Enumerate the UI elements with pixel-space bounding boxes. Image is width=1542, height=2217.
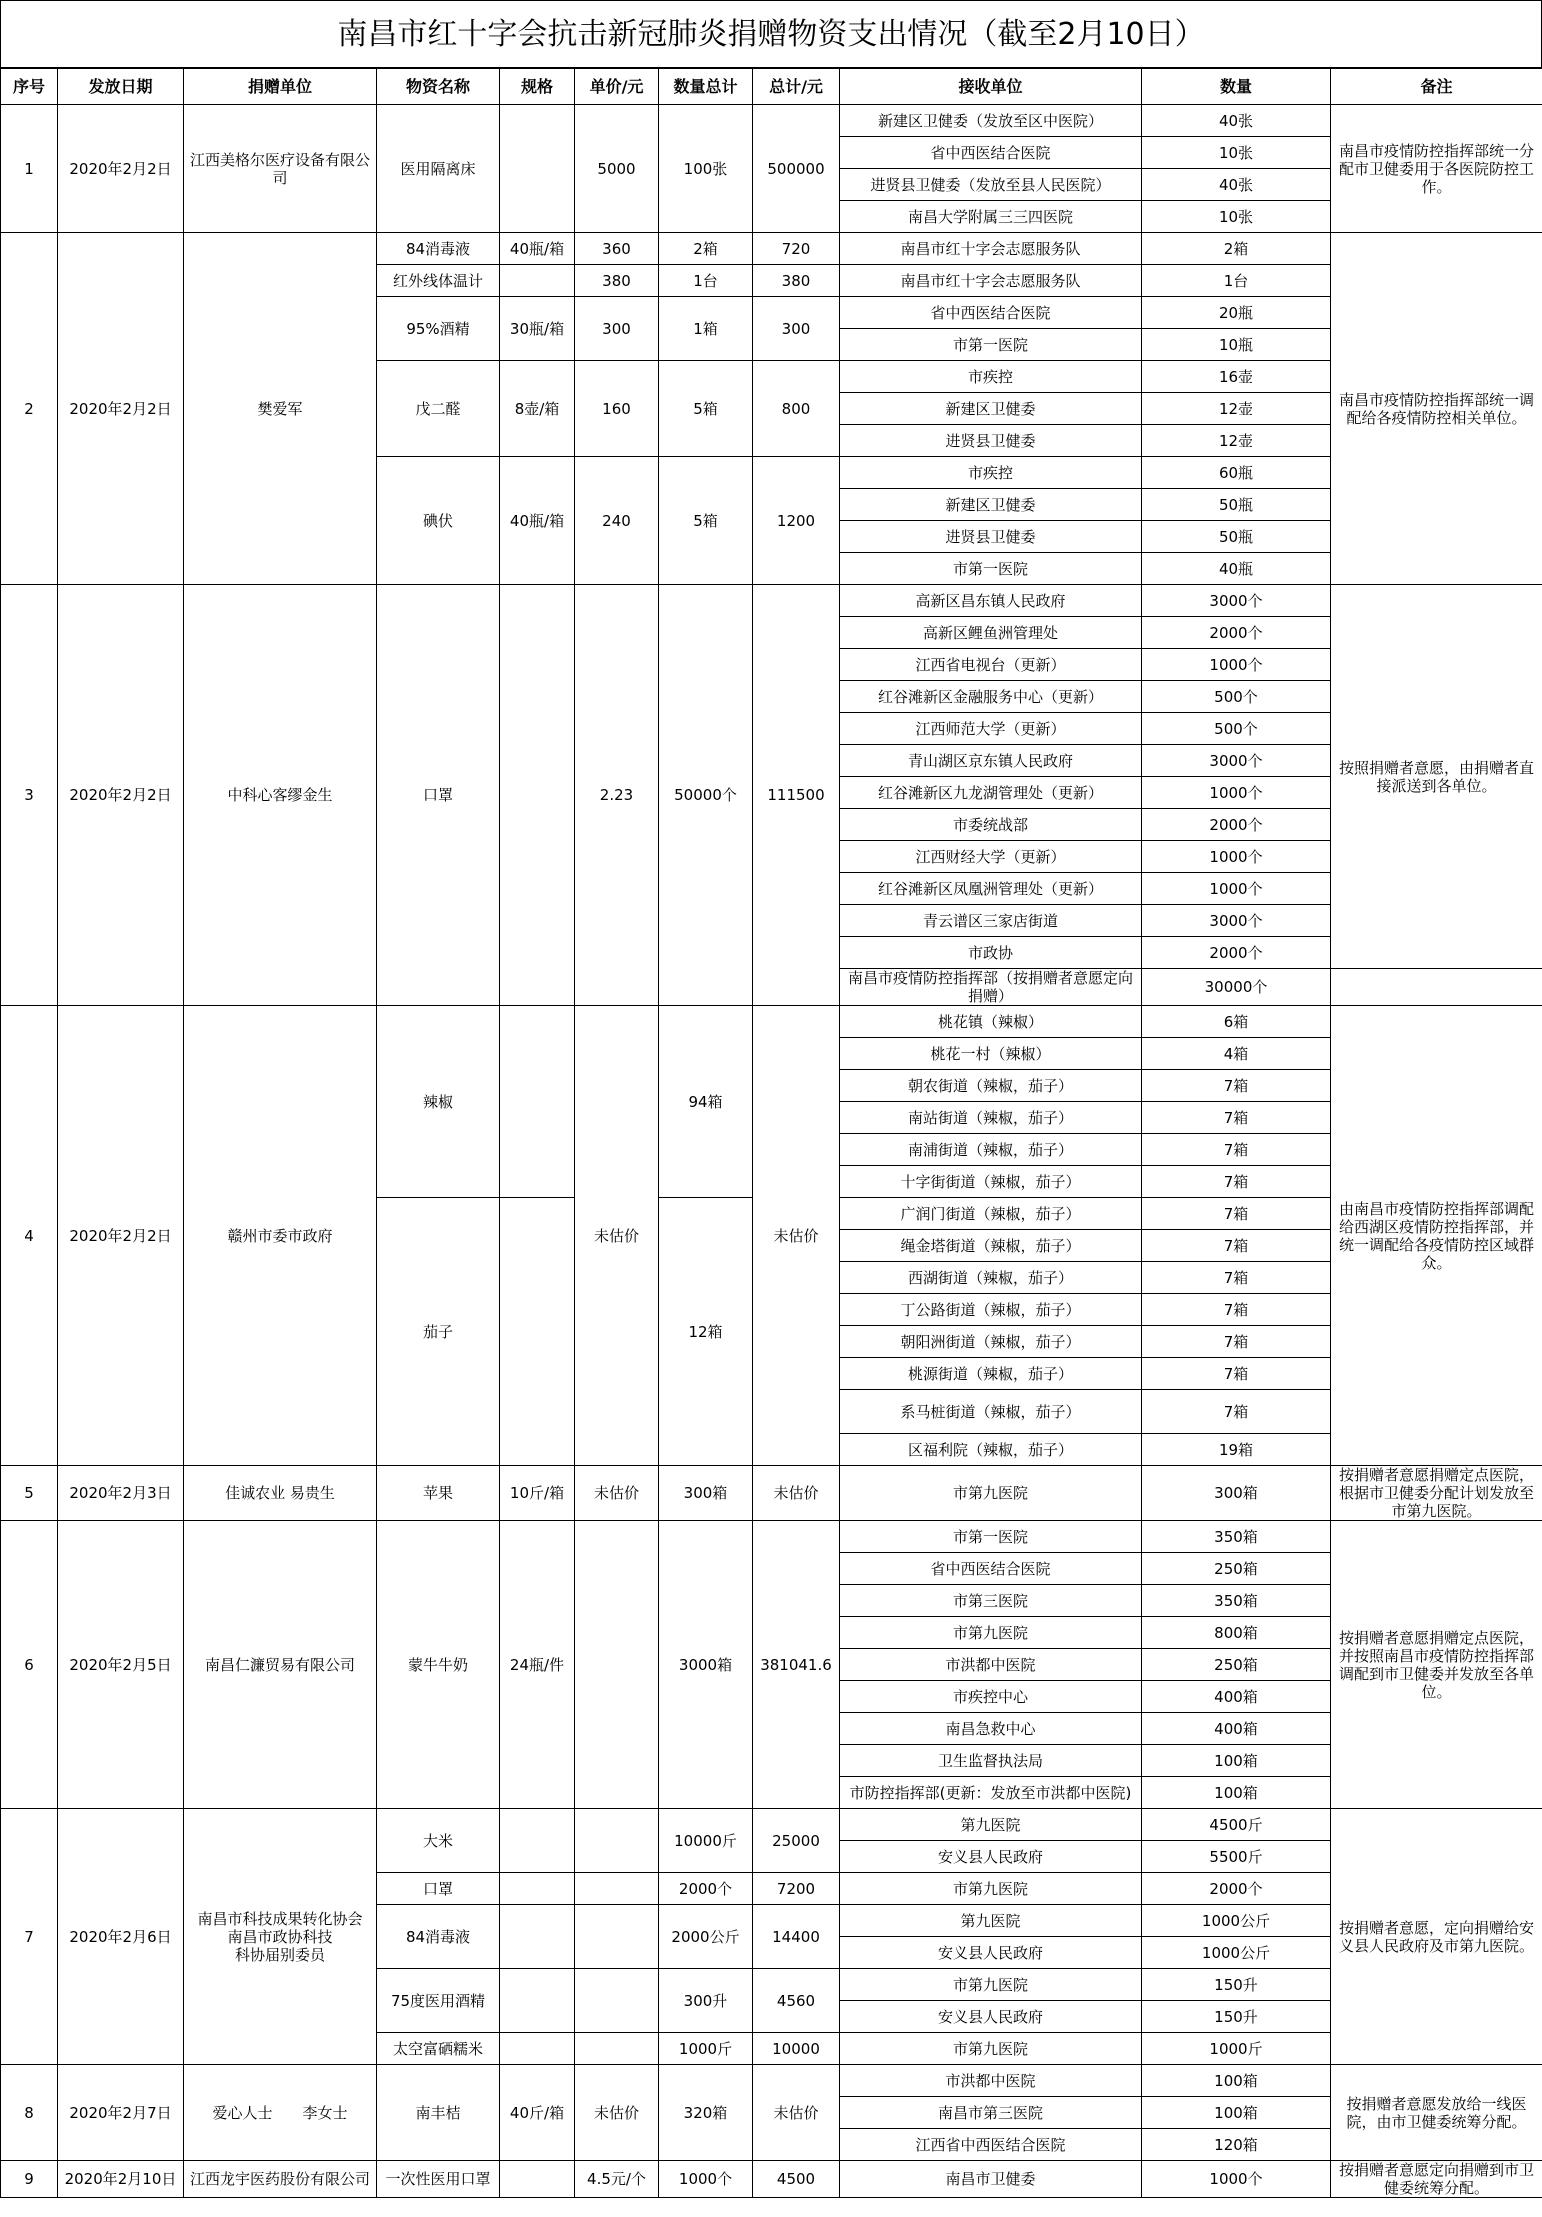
recipient-qty-cell: 60瓶 (1142, 457, 1331, 489)
recipient-cell: 绳金塔街道（辣椒，茄子） (840, 1230, 1142, 1262)
recipient-cell: 进贤县卫健委 (840, 521, 1142, 553)
qty-total-cell: 5箱 (659, 457, 753, 585)
recipient-cell: 南昌大学附属三三四医院 (840, 201, 1142, 233)
table-row (1, 105, 1542, 137)
recipient-qty-cell: 2000个 (1142, 809, 1331, 841)
recipient-qty-cell: 250箱 (1142, 1553, 1331, 1585)
header-cell: 总计/元 (753, 69, 840, 105)
unit-price-cell (575, 1969, 659, 2033)
spec-cell: 40瓶/箱 (500, 233, 575, 265)
recipient-cell: 红谷滩新区凤凰洲管理处（更新） (840, 873, 1142, 905)
recipient-qty-cell: 400箱 (1142, 1681, 1331, 1713)
recipient-qty-cell: 150升 (1142, 1969, 1331, 2001)
qty-total-cell: 300箱 (659, 1466, 753, 1521)
amount-total-cell: 10000 (753, 2033, 840, 2065)
recipient-cell: 市第一医院 (840, 1521, 1142, 1553)
recipient-cell: 市政协 (840, 937, 1142, 969)
qty-total-cell: 50000个 (659, 585, 753, 1006)
unit-price-cell: 2.23 (575, 585, 659, 1006)
item-name-cell: 辣椒 (377, 1006, 500, 1198)
recipient-cell: 青山湖区京东镇人民政府 (840, 745, 1142, 777)
note-cell: 按捐赠者意愿，定向捐赠给安义县人民政府及市第九医院。 (1331, 1809, 1542, 2065)
qty-total-cell: 2箱 (659, 233, 753, 265)
recipient-cell: 市第九医院 (840, 1873, 1142, 1905)
donor-cell: 南昌市科技成果转化协会 南昌市政协科技 科协届别委员 (184, 1809, 377, 2065)
recipient-cell: 安义县人民政府 (840, 1841, 1142, 1873)
recipient-cell: 市防控指挥部(更新：发放至市洪都中医院) (840, 1777, 1142, 1809)
item-name-cell: 茄子 (377, 1198, 500, 1466)
recipient-cell: 江西财经大学（更新） (840, 841, 1142, 873)
amount-total-cell: 4560 (753, 1969, 840, 2033)
note-cell: 按照捐赠者意愿，由捐赠者直接派送到各单位。 (1331, 585, 1542, 969)
qty-total-cell: 1000斤 (659, 2033, 753, 2065)
table-row (1, 1466, 1542, 1521)
recipient-cell: 十字街街道（辣椒，茄子） (840, 1166, 1142, 1198)
amount-total-cell: 800 (753, 361, 840, 457)
recipient-cell: 朝阳洲街道（辣椒，茄子） (840, 1326, 1142, 1358)
unit-price-cell (575, 1873, 659, 1905)
recipient-qty-cell: 2000个 (1142, 1873, 1331, 1905)
spec-cell (500, 1873, 575, 1905)
spec-cell (500, 1006, 575, 1198)
amount-total-cell: 381041.6 (753, 1521, 840, 1809)
table-body (1, 105, 1542, 2198)
recipient-qty-cell: 100箱 (1142, 2065, 1331, 2097)
recipient-cell: 市第九医院 (840, 1466, 1142, 1521)
recipient-qty-cell: 7箱 (1142, 1262, 1331, 1294)
amount-total-cell: 720 (753, 233, 840, 265)
recipient-qty-cell: 3000个 (1142, 905, 1331, 937)
recipient-qty-cell: 100箱 (1142, 2097, 1331, 2129)
amount-total-cell: 未估价 (753, 1466, 840, 1521)
spec-cell (500, 2161, 575, 2198)
recipient-qty-cell: 19箱 (1142, 1434, 1331, 1466)
spec-cell (500, 105, 575, 233)
header-cell: 规格 (500, 69, 575, 105)
recipient-qty-cell: 7箱 (1142, 1326, 1331, 1358)
recipient-cell: 省中西医结合医院 (840, 1553, 1142, 1585)
item-name-cell: 蒙牛牛奶 (377, 1521, 500, 1809)
recipient-qty-cell: 10张 (1142, 137, 1331, 169)
row-number-cell: 2 (1, 233, 58, 585)
unit-price-cell: 4.5元/个 (575, 2161, 659, 2198)
recipient-qty-cell: 6箱 (1142, 1006, 1331, 1038)
recipient-qty-cell: 7箱 (1142, 1070, 1331, 1102)
unit-price-cell (575, 1809, 659, 1873)
table-row (1, 585, 1542, 617)
amount-total-cell: 14400 (753, 1905, 840, 1969)
donor-cell: 江西美格尔医疗设备有限公司 (184, 105, 377, 233)
recipient-cell: 西湖街道（辣椒，茄子） (840, 1262, 1142, 1294)
unit-price-cell: 360 (575, 233, 659, 265)
header-cell: 数量 (1142, 69, 1331, 105)
unit-price-cell: 未估价 (575, 2065, 659, 2161)
table-row (1, 2065, 1542, 2097)
amount-total-cell: 300 (753, 297, 840, 361)
recipient-cell: 广润门街道（辣椒，茄子） (840, 1198, 1142, 1230)
qty-total-cell: 1箱 (659, 297, 753, 361)
date-cell: 2020年2月2日 (58, 105, 184, 233)
row-number-cell: 8 (1, 2065, 58, 2161)
recipient-cell: 市疾控 (840, 361, 1142, 393)
recipient-cell: 南昌急救中心 (840, 1713, 1142, 1745)
recipient-qty-cell: 7箱 (1142, 1166, 1331, 1198)
header-cell: 捐赠单位 (184, 69, 377, 105)
item-name-cell: 一次性医用口罩 (377, 2161, 500, 2198)
recipient-cell: 南昌市第三医院 (840, 2097, 1142, 2129)
recipient-qty-cell: 7箱 (1142, 1390, 1331, 1434)
recipient-qty-cell: 2000个 (1142, 617, 1331, 649)
recipient-cell: 区福利院（辣椒，茄子） (840, 1434, 1142, 1466)
qty-total-cell: 1台 (659, 265, 753, 297)
header-cell: 接收单位 (840, 69, 1142, 105)
row-number-cell: 5 (1, 1466, 58, 1521)
recipient-cell: 省中西医结合医院 (840, 297, 1142, 329)
recipient-qty-cell: 50瓶 (1142, 521, 1331, 553)
table-row (1, 1006, 1542, 1038)
recipient-qty-cell: 1000个 (1142, 777, 1331, 809)
item-name-cell: 南丰桔 (377, 2065, 500, 2161)
item-name-cell: 75度医用酒精 (377, 1969, 500, 2033)
header-row (1, 69, 1542, 105)
recipient-cell: 新建区卫健委 (840, 489, 1142, 521)
amount-total-cell: 25000 (753, 1809, 840, 1873)
unit-price-cell: 240 (575, 457, 659, 585)
note-cell: 南昌市疫情防控指挥部统一调配给各疫情防控相关单位。 (1331, 233, 1542, 585)
recipient-cell: 青云谱区三家店街道 (840, 905, 1142, 937)
item-name-cell: 大米 (377, 1809, 500, 1873)
recipient-cell: 卫生监督执法局 (840, 1745, 1142, 1777)
recipient-qty-cell: 1000个 (1142, 841, 1331, 873)
qty-total-cell: 3000箱 (659, 1521, 753, 1809)
recipient-qty-cell: 350箱 (1142, 1521, 1331, 1553)
spec-cell: 40斤/箱 (500, 2065, 575, 2161)
recipient-qty-cell: 7箱 (1142, 1102, 1331, 1134)
recipient-qty-cell: 7箱 (1142, 1230, 1331, 1262)
header-cell: 序号 (1, 69, 58, 105)
recipient-cell: 市第一医院 (840, 329, 1142, 361)
qty-total-cell: 10000斤 (659, 1809, 753, 1873)
unit-price-cell (575, 1905, 659, 1969)
recipient-qty-cell: 40张 (1142, 169, 1331, 201)
recipient-qty-cell: 7箱 (1142, 1358, 1331, 1390)
recipient-cell: 第九医院 (840, 1809, 1142, 1841)
recipient-qty-cell: 2箱 (1142, 233, 1331, 265)
header-cell: 物资名称 (377, 69, 500, 105)
recipient-qty-cell: 5500斤 (1142, 1841, 1331, 1873)
unit-price-cell: 未估价 (575, 1466, 659, 1521)
spec-cell: 8壶/箱 (500, 361, 575, 457)
item-name-cell: 84消毒液 (377, 1905, 500, 1969)
recipient-cell: 南昌市红十字会志愿服务队 (840, 233, 1142, 265)
recipient-qty-cell: 150升 (1142, 2001, 1331, 2033)
spec-cell: 30瓶/箱 (500, 297, 575, 361)
recipient-cell: 市疾控 (840, 457, 1142, 489)
date-cell: 2020年2月2日 (58, 585, 184, 1006)
row-number-cell: 4 (1, 1006, 58, 1466)
recipient-qty-cell: 100箱 (1142, 1777, 1331, 1809)
amount-total-cell: 未估价 (753, 2065, 840, 2161)
recipient-qty-cell: 12壶 (1142, 425, 1331, 457)
recipient-qty-cell: 500个 (1142, 713, 1331, 745)
qty-total-cell: 320箱 (659, 2065, 753, 2161)
recipient-qty-cell: 16壶 (1142, 361, 1331, 393)
item-name-cell: 太空富硒糯米 (377, 2033, 500, 2065)
recipient-cell: 高新区鲤鱼洲管理处 (840, 617, 1142, 649)
item-name-cell: 苹果 (377, 1466, 500, 1521)
recipient-cell: 南昌市卫健委 (840, 2161, 1142, 2198)
note-cell: 按捐赠者意愿捐赠定点医院，并按照南昌市疫情防控指挥部调配到市卫健委并发放至各单位。 (1331, 1521, 1542, 1809)
recipient-cell: 进贤县卫健委（发放至县人民医院） (840, 169, 1142, 201)
note-cell: 按捐赠者意愿发放给一线医院，由市卫健委统筹分配。 (1331, 2065, 1542, 2161)
recipient-cell: 高新区昌东镇人民政府 (840, 585, 1142, 617)
amount-total-cell: 未估价 (753, 1006, 840, 1466)
recipient-qty-cell: 30000个 (1142, 969, 1331, 1006)
unit-price-cell: 380 (575, 265, 659, 297)
date-cell: 2020年2月7日 (58, 2065, 184, 2161)
donor-cell: 爱心人士 李女士 (184, 2065, 377, 2161)
spec-cell (500, 2033, 575, 2065)
date-cell: 2020年2月6日 (58, 1809, 184, 2065)
qty-total-cell: 2000公斤 (659, 1905, 753, 1969)
donor-cell: 佳诚农业 易贵生 (184, 1466, 377, 1521)
date-cell: 2020年2月2日 (58, 233, 184, 585)
donor-cell: 南昌仁濂贸易有限公司 (184, 1521, 377, 1809)
recipient-cell: 桃源街道（辣椒，茄子） (840, 1358, 1142, 1390)
recipient-cell: 市洪都中医院 (840, 2065, 1142, 2097)
recipient-cell: 新建区卫健委 (840, 393, 1142, 425)
item-name-cell: 口罩 (377, 1873, 500, 1905)
qty-total-cell: 100张 (659, 105, 753, 233)
qty-total-cell: 94箱 (659, 1006, 753, 1198)
qty-total-cell: 5箱 (659, 361, 753, 457)
recipient-cell: 红谷滩新区金融服务中心（更新） (840, 681, 1142, 713)
spec-cell (500, 265, 575, 297)
note-cell: 由南昌市疫情防控指挥部调配给西湖区疫情防控指挥部，并统一调配给各疫情防控区域群众。 (1331, 1006, 1542, 1466)
recipient-qty-cell: 250箱 (1142, 1649, 1331, 1681)
spec-cell: 40瓶/箱 (500, 457, 575, 585)
table-row (1, 233, 1542, 265)
recipient-qty-cell: 1000个 (1142, 2161, 1331, 2198)
spec-cell (500, 1969, 575, 2033)
recipient-cell: 市洪都中医院 (840, 1649, 1142, 1681)
spec-cell: 10斤/箱 (500, 1466, 575, 1521)
row-number-cell: 3 (1, 585, 58, 1006)
unit-price-cell: 未估价 (575, 1006, 659, 1466)
recipient-cell: 江西省电视台（更新） (840, 649, 1142, 681)
note-cell: 南昌市疫情防控指挥部统一分配市卫健委用于各医院防控工作。 (1331, 105, 1542, 233)
donation-table (0, 68, 1542, 2198)
recipient-qty-cell: 4500斤 (1142, 1809, 1331, 1841)
recipient-qty-cell: 10张 (1142, 201, 1331, 233)
recipient-cell: 南昌市疫情防控指挥部（按捐赠者意愿定向捐赠） (840, 969, 1142, 1006)
amount-total-cell: 380 (753, 265, 840, 297)
header-cell: 数量总计 (659, 69, 753, 105)
table-row (1, 2161, 1542, 2198)
recipient-qty-cell: 300箱 (1142, 1466, 1331, 1521)
spec-cell (500, 585, 575, 1006)
item-name-cell: 84消毒液 (377, 233, 500, 265)
recipient-cell: 市第九医院 (840, 1969, 1142, 2001)
recipient-cell: 第九医院 (840, 1905, 1142, 1937)
spec-cell (500, 1905, 575, 1969)
recipient-cell: 新建区卫健委（发放至区中医院） (840, 105, 1142, 137)
item-name-cell: 口罩 (377, 585, 500, 1006)
recipient-cell: 市疾控中心 (840, 1681, 1142, 1713)
recipient-cell: 安义县人民政府 (840, 1937, 1142, 1969)
recipient-cell: 市第九医院 (840, 1617, 1142, 1649)
amount-total-cell: 1200 (753, 457, 840, 585)
amount-total-cell: 7200 (753, 1873, 840, 1905)
recipient-qty-cell: 40瓶 (1142, 553, 1331, 585)
row-number-cell: 1 (1, 105, 58, 233)
recipient-cell: 南站街道（辣椒，茄子） (840, 1102, 1142, 1134)
recipient-qty-cell: 1000斤 (1142, 2033, 1331, 2065)
recipient-qty-cell: 3000个 (1142, 585, 1331, 617)
donor-cell: 樊爱军 (184, 233, 377, 585)
recipient-qty-cell: 120箱 (1142, 2129, 1331, 2161)
note-cell: 按捐赠者意愿捐赠定点医院，根据市卫健委分配计划发放至市第九医院。 (1331, 1466, 1542, 1521)
spec-cell (500, 1198, 575, 1466)
page-title: 南昌市红十字会抗击新冠肺炎捐赠物资支出情况（截至2月10日） (0, 0, 1542, 68)
recipient-qty-cell: 1000个 (1142, 873, 1331, 905)
recipient-qty-cell: 1000个 (1142, 649, 1331, 681)
qty-total-cell: 300升 (659, 1969, 753, 2033)
header-cell: 发放日期 (58, 69, 184, 105)
item-name-cell: 医用隔离床 (377, 105, 500, 233)
date-cell: 2020年2月3日 (58, 1466, 184, 1521)
recipient-cell: 丁公路街道（辣椒，茄子） (840, 1294, 1142, 1326)
recipient-qty-cell: 20瓶 (1142, 297, 1331, 329)
recipient-qty-cell: 350箱 (1142, 1585, 1331, 1617)
item-name-cell: 碘伏 (377, 457, 500, 585)
row-number-cell: 9 (1, 2161, 58, 2198)
unit-price-cell (575, 2033, 659, 2065)
table-row (1, 1521, 1542, 1553)
recipient-cell: 南浦街道（辣椒，茄子） (840, 1134, 1142, 1166)
qty-total-cell: 2000个 (659, 1873, 753, 1905)
recipient-qty-cell: 50瓶 (1142, 489, 1331, 521)
recipient-qty-cell: 1台 (1142, 265, 1331, 297)
recipient-qty-cell: 4箱 (1142, 1038, 1331, 1070)
spec-cell (500, 1809, 575, 1873)
recipient-cell: 省中西医结合医院 (840, 137, 1142, 169)
recipient-cell: 南昌市红十字会志愿服务队 (840, 265, 1142, 297)
recipient-qty-cell: 800箱 (1142, 1617, 1331, 1649)
recipient-cell: 进贤县卫健委 (840, 425, 1142, 457)
unit-price-cell: 300 (575, 297, 659, 361)
recipient-cell: 系马桩街道（辣椒，茄子） (840, 1390, 1142, 1434)
recipient-cell: 红谷滩新区九龙湖管理处（更新） (840, 777, 1142, 809)
qty-total-cell: 1000个 (659, 2161, 753, 2198)
amount-total-cell: 500000 (753, 105, 840, 233)
recipient-qty-cell: 12壶 (1142, 393, 1331, 425)
recipient-cell: 江西省中西医结合医院 (840, 2129, 1142, 2161)
recipient-qty-cell: 7箱 (1142, 1198, 1331, 1230)
recipient-qty-cell: 500个 (1142, 681, 1331, 713)
recipient-qty-cell: 2000个 (1142, 937, 1331, 969)
date-cell: 2020年2月2日 (58, 1006, 184, 1466)
header-cell: 备注 (1331, 69, 1542, 105)
recipient-cell: 桃花一村（辣椒） (840, 1038, 1142, 1070)
recipient-qty-cell: 3000个 (1142, 745, 1331, 777)
note-cell (1331, 969, 1542, 1006)
unit-price-cell: 5000 (575, 105, 659, 233)
date-cell: 2020年2月10日 (58, 2161, 184, 2198)
recipient-cell: 桃花镇（辣椒） (840, 1006, 1142, 1038)
note-cell: 按捐赠者意愿定向捐赠到市卫健委统筹分配。 (1331, 2161, 1542, 2198)
row-number-cell: 7 (1, 1809, 58, 2065)
recipient-qty-cell: 7箱 (1142, 1134, 1331, 1166)
recipient-cell: 市委统战部 (840, 809, 1142, 841)
donor-cell: 中科心客缪金生 (184, 585, 377, 1006)
spec-cell: 24瓶/件 (500, 1521, 575, 1809)
unit-price-cell: 160 (575, 361, 659, 457)
item-name-cell: 戊二醛 (377, 361, 500, 457)
recipient-qty-cell: 40张 (1142, 105, 1331, 137)
item-name-cell: 红外线体温计 (377, 265, 500, 297)
unit-price-cell (575, 1521, 659, 1809)
recipient-cell: 安义县人民政府 (840, 2001, 1142, 2033)
amount-total-cell: 4500 (753, 2161, 840, 2198)
amount-total-cell: 111500 (753, 585, 840, 1006)
recipient-cell: 江西师范大学（更新） (840, 713, 1142, 745)
recipient-qty-cell: 7箱 (1142, 1294, 1331, 1326)
recipient-cell: 市第三医院 (840, 1585, 1142, 1617)
recipient-qty-cell: 100箱 (1142, 1745, 1331, 1777)
item-name-cell: 95%酒精 (377, 297, 500, 361)
header-cell: 单价/元 (575, 69, 659, 105)
recipient-cell: 市第九医院 (840, 2033, 1142, 2065)
recipient-qty-cell: 1000公斤 (1142, 1905, 1331, 1937)
recipient-cell: 朝农街道（辣椒，茄子） (840, 1070, 1142, 1102)
table-row (1, 1809, 1542, 1841)
qty-total-cell: 12箱 (659, 1198, 753, 1466)
donor-cell: 江西龙宇医药股份有限公司 (184, 2161, 377, 2198)
recipient-qty-cell: 1000公斤 (1142, 1937, 1331, 1969)
recipient-qty-cell: 10瓶 (1142, 329, 1331, 361)
donor-cell: 赣州市委市政府 (184, 1006, 377, 1466)
recipient-qty-cell: 400箱 (1142, 1713, 1331, 1745)
recipient-cell: 市第一医院 (840, 553, 1142, 585)
row-number-cell: 6 (1, 1521, 58, 1809)
date-cell: 2020年2月5日 (58, 1521, 184, 1809)
